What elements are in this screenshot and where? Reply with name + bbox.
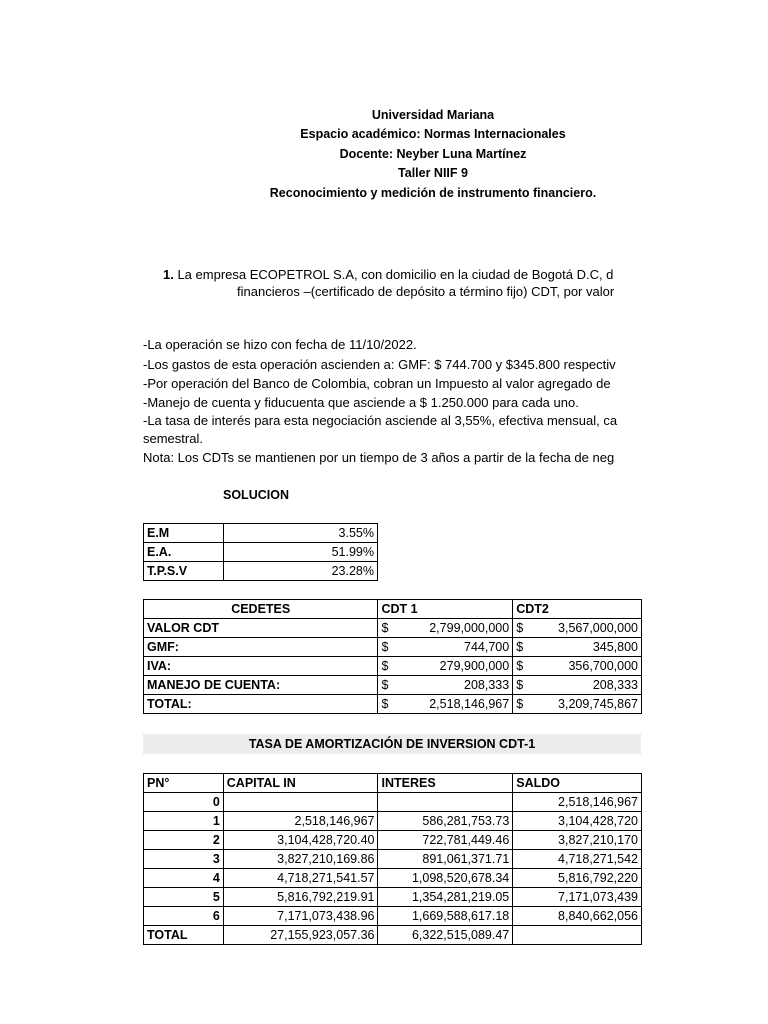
- currency-sign: $: [516, 640, 524, 654]
- cdt2-cell: [513, 695, 642, 714]
- table-row: [144, 812, 642, 831]
- solucion-label: SOLUCION: [223, 488, 289, 502]
- note-line: -La operación se hizo con fecha de 11/10/2022.: [143, 337, 417, 352]
- rate-value: 3.55%: [223, 524, 377, 543]
- row-label: IVA:: [144, 657, 378, 676]
- total-capital: 27,155,923,057.36: [223, 926, 378, 945]
- period-cell: 6: [144, 907, 224, 926]
- doc-title-workshop: Taller NIIF 9: [398, 166, 468, 180]
- rates-table: [143, 523, 378, 581]
- period-cell: 0: [144, 793, 224, 812]
- question-text-2: financieros –(certificado de depósito a término fijo) CDT, por valor: [237, 284, 615, 299]
- cdt1-cell: [378, 657, 513, 676]
- row-label: GMF:: [144, 638, 378, 657]
- column-header: INTERES: [378, 774, 513, 793]
- cdt2-cell: [513, 619, 642, 638]
- cdt1-value: 208,333: [464, 678, 510, 692]
- interes-cell: 1,354,281,219.05: [378, 888, 513, 907]
- currency-sign: $: [381, 640, 389, 654]
- table-row: [144, 562, 378, 581]
- cdt2-cell: [513, 676, 642, 695]
- table-row: [144, 543, 378, 562]
- doc-title-teacher: Docente: Neyber Luna Martínez: [339, 147, 527, 161]
- cdt-table: [143, 599, 642, 714]
- note-line: Nota: Los CDTs se mantienen por un tiempo de 3 años a partir de la fecha de neg: [143, 450, 615, 465]
- currency-sign: $: [516, 621, 524, 635]
- cdt1-cell: [378, 619, 513, 638]
- table-row: [144, 869, 642, 888]
- currency-sign: $: [516, 697, 524, 711]
- amortization-table: [143, 773, 642, 945]
- column-header: CDT2: [513, 600, 642, 619]
- total-label: TOTAL: [144, 926, 224, 945]
- cdt1-value: 279,900,000: [439, 659, 510, 673]
- table-row: [144, 793, 642, 812]
- total-saldo: [513, 926, 642, 945]
- currency-sign: $: [516, 678, 524, 692]
- table-row: [144, 831, 642, 850]
- doc-title-subject: Reconocimiento y medición de instrumento financiero.: [269, 186, 597, 200]
- table-row: [144, 657, 642, 676]
- question-text-1: La empresa ECOPETROL S.A, con domicilio en la ciudad de Bogotá D.C, d: [173, 267, 614, 282]
- currency-sign: $: [381, 678, 389, 692]
- cdt2-value: 208,333: [592, 678, 638, 692]
- capital-cell: 4,718,271,541.57: [223, 869, 378, 888]
- question-number: 1.: [163, 267, 174, 282]
- interes-cell: 586,281,753.73: [378, 812, 513, 831]
- currency-sign: $: [381, 659, 389, 673]
- note-line: -Manejo de cuenta y fiducuenta que asciende a $ 1.250.000 para cada uno.: [143, 395, 579, 410]
- amortization-title: TASA DE AMORTIZACIÓN DE INVERSION CDT-1: [248, 737, 536, 751]
- currency-sign: $: [381, 621, 389, 635]
- column-header: CAPITAL IN: [223, 774, 378, 793]
- interes-cell: 1,669,588,617.18: [378, 907, 513, 926]
- cdt1-cell: [378, 638, 513, 657]
- row-label: MANEJO DE CUENTA:: [144, 676, 378, 695]
- table-row: [144, 907, 642, 926]
- cdt2-cell: [513, 657, 642, 676]
- doc-title-course: Espacio académico: Normas Internacionales: [300, 127, 566, 141]
- cdt2-value: 3,209,745,867: [558, 697, 638, 711]
- row-label: VALOR CDT: [144, 619, 378, 638]
- total-interes: 6,322,515,089.47: [378, 926, 513, 945]
- capital-cell: 7,171,073,438.96: [223, 907, 378, 926]
- saldo-cell: 5,816,792,220: [513, 869, 642, 888]
- currency-sign: $: [516, 659, 524, 673]
- cdt1-value: 744,700: [464, 640, 510, 654]
- interes-cell: 1,098,520,678.34: [378, 869, 513, 888]
- interes-cell: [378, 793, 513, 812]
- table-header-row: [144, 600, 642, 619]
- table-total-row: [144, 926, 642, 945]
- cdt2-cell: [513, 638, 642, 657]
- rate-label: E.A.: [144, 543, 224, 562]
- table-row: [144, 619, 642, 638]
- saldo-cell: 7,171,073,439: [513, 888, 642, 907]
- capital-cell: [223, 793, 378, 812]
- rate-value: 51.99%: [223, 543, 377, 562]
- table-row: [144, 638, 642, 657]
- note-line: -Los gastos de esta operación ascienden a: GMF: $ 744.700 y $345.800 respectiv: [143, 357, 616, 372]
- cdt1-value: 2,518,146,967: [429, 697, 510, 711]
- capital-cell: 3,827,210,169.86: [223, 850, 378, 869]
- capital-cell: 2,518,146,967: [223, 812, 378, 831]
- note-line: semestral.: [143, 431, 203, 446]
- capital-cell: 3,104,428,720.40: [223, 831, 378, 850]
- cdt1-cell: [378, 695, 513, 714]
- note-line: -La tasa de interés para esta negociación asciende al 3,55%, efectiva mensual, ca: [143, 413, 618, 428]
- cdt2-value: 3,567,000,000: [558, 621, 638, 635]
- table-row: [144, 676, 642, 695]
- saldo-cell: 8,840,662,056: [513, 907, 642, 926]
- saldo-cell: 2,518,146,967: [513, 793, 642, 812]
- rate-label: T.P.S.V: [144, 562, 224, 581]
- interes-cell: 891,061,371.71: [378, 850, 513, 869]
- period-cell: 1: [144, 812, 224, 831]
- cdt2-value: 356,700,000: [568, 659, 638, 673]
- doc-title-university: Universidad Mariana: [371, 108, 495, 122]
- note-line: -Por operación del Banco de Colombia, cobran un Impuesto al valor agregado de: [143, 376, 611, 391]
- cdt1-value: 2,799,000,000: [429, 621, 510, 635]
- interes-cell: 722,781,449.46: [378, 831, 513, 850]
- table-row: [144, 888, 642, 907]
- question-line-1: [163, 267, 643, 282]
- table-header-row: [144, 774, 642, 793]
- period-cell: 5: [144, 888, 224, 907]
- row-label: TOTAL:: [144, 695, 378, 714]
- table-row: [144, 850, 642, 869]
- table-row: [144, 524, 378, 543]
- period-cell: 3: [144, 850, 224, 869]
- saldo-cell: 3,827,210,170: [513, 831, 642, 850]
- column-header: CDT 1: [378, 600, 513, 619]
- table-row: [144, 695, 642, 714]
- period-cell: 2: [144, 831, 224, 850]
- capital-cell: 5,816,792,219.91: [223, 888, 378, 907]
- column-header: PN°: [144, 774, 224, 793]
- period-cell: 4: [144, 869, 224, 888]
- column-header: SALDO: [513, 774, 642, 793]
- column-header: CEDETES: [144, 600, 378, 619]
- rate-value: 23.28%: [223, 562, 377, 581]
- cdt2-value: 345,800: [592, 640, 638, 654]
- saldo-cell: 4,718,271,542: [513, 850, 642, 869]
- saldo-cell: 3,104,428,720: [513, 812, 642, 831]
- currency-sign: $: [381, 697, 389, 711]
- rate-label: E.M: [144, 524, 224, 543]
- cdt1-cell: [378, 676, 513, 695]
